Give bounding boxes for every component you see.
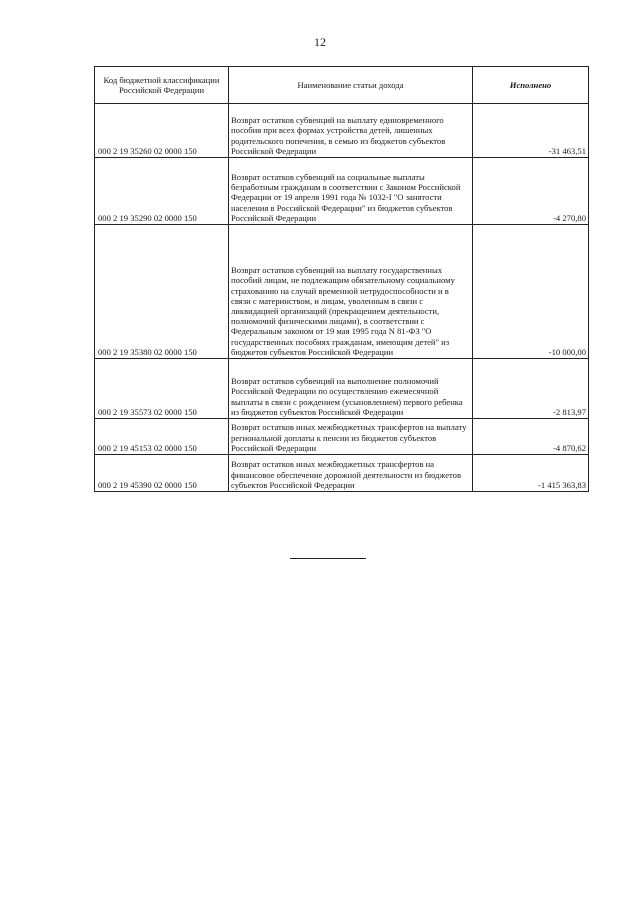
row-code: 000 2 19 35573 02 0000 150 bbox=[95, 359, 229, 419]
table-row bbox=[95, 225, 589, 359]
table-row bbox=[95, 419, 589, 455]
header-code: Код бюджетной классификации Российской Федерации bbox=[95, 67, 229, 104]
row-amount: -2 813,97 bbox=[473, 359, 589, 419]
page-number: 12 bbox=[314, 35, 326, 49]
header-executed: Исполнено bbox=[473, 67, 589, 104]
row-code: 000 2 19 35380 02 0000 150 bbox=[95, 225, 229, 359]
row-name: Возврат остатков субвенций на выплату государственных пособий лицам, не подлежащим обязательному социальному страхованию на случай временной нетрудоспособности и в связи с материнством, и лицам, уволенным в связи с ликвидацией организаций (прекращением деятельности, полномочий физическими лицами), в соответствии с Федеральным законом от 19 мая 1995 года N 81-ФЗ "О государственных пособиях гражданам, имеющим детей" из бюджетов субъектов Российской Федерации bbox=[229, 225, 473, 359]
row-amount: -10 000,00 bbox=[473, 225, 589, 359]
row-amount: -4 870,62 bbox=[473, 419, 589, 455]
table-header-row bbox=[95, 67, 589, 104]
table-row bbox=[95, 359, 589, 419]
table-row bbox=[95, 158, 589, 225]
table-row bbox=[95, 104, 589, 158]
row-amount: -31 463,51 bbox=[473, 104, 589, 158]
row-amount: -4 270,80 bbox=[473, 158, 589, 225]
row-name: Возврат остатков субвенций на выполнение полномочий Российской Федерации по осуществлению ежемесячной выплаты в связи с рождением (усыновлением) первого ребенка из бюджетов субъектов Российской Федерации bbox=[229, 359, 473, 419]
row-code: 000 2 19 45153 02 0000 150 bbox=[95, 419, 229, 455]
row-code: 000 2 19 35260 02 0000 150 bbox=[95, 104, 229, 158]
header-name: Наименование статьи дохода bbox=[229, 67, 473, 104]
closing-divider-line bbox=[290, 558, 366, 559]
row-amount: -1 415 363,83 bbox=[473, 455, 589, 492]
row-code: 000 2 19 35290 02 0000 150 bbox=[95, 158, 229, 225]
row-name: Возврат остатков субвенций на выплату единовременного пособия при всех формах устройства детей, лишенных родительского попечения, в семью из бюджетов субъектов Российской Федерации bbox=[229, 104, 473, 158]
row-name: Возврат остатков иных межбюджетных трансфертов на финансовое обеспечение дорожной деятельности из бюджетов субъектов Российской Федерации bbox=[229, 455, 473, 492]
budget-revenue-table bbox=[94, 66, 589, 492]
row-code: 000 2 19 45390 02 0000 150 bbox=[95, 455, 229, 492]
row-name: Возврат остатков иных межбюджетных трансфертов на выплату региональной доплаты к пенсии из бюджетов субъектов Российской Федерации bbox=[229, 419, 473, 455]
table-row bbox=[95, 455, 589, 492]
row-name: Возврат остатков субвенций на социальные выплаты безработным гражданам в соответствии с Законом Российской Федерации от 19 апреля 1991 года № 1032-I "О занятости населения в Российской Федерации" из бюджетов субъектов Российской Федерации bbox=[229, 158, 473, 225]
